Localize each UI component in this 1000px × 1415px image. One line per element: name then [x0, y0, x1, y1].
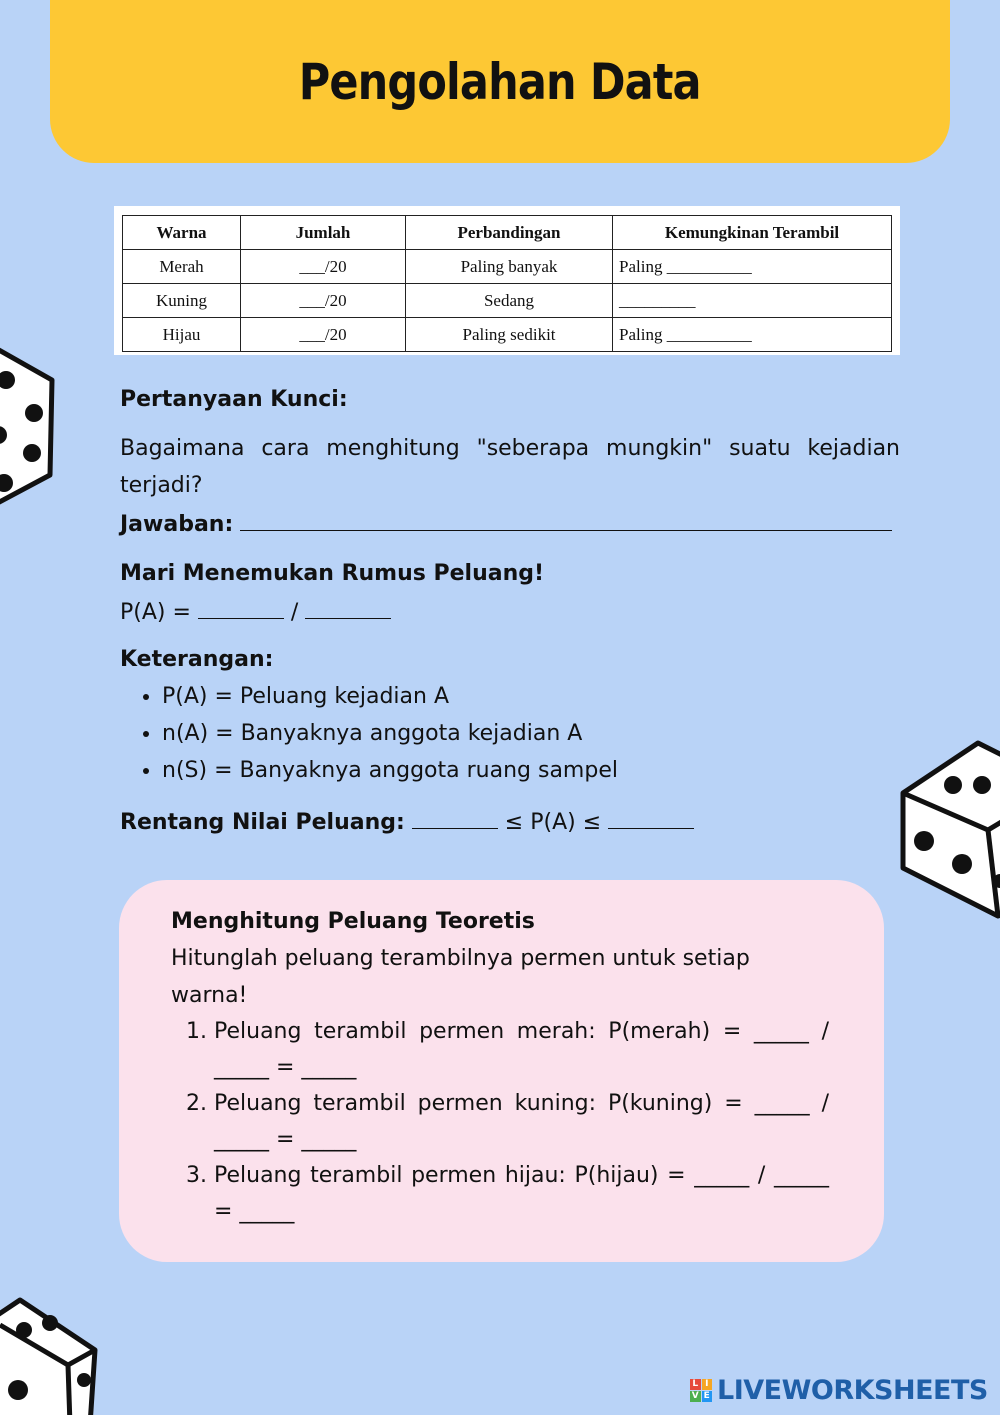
table-row	[123, 318, 892, 352]
answer-blank[interactable]	[240, 504, 892, 531]
column-header: Jumlah	[241, 216, 406, 250]
formula-section	[120, 555, 900, 631]
task-item: 2. Peluang terambil permen kuning: P(kuning) = _____ / _____ = _____	[214, 1086, 829, 1158]
task-item: 3. Peluang terambil permen hijau: P(hijau) = _____ / _____ = _____	[214, 1158, 829, 1230]
column-header: Warna	[123, 216, 241, 250]
cell-perbandingan: Paling sedikit	[406, 318, 613, 352]
cell-warna: Kuning	[123, 284, 241, 318]
answer-label: Jawaban:	[120, 512, 234, 537]
page-title: Pengolahan Data	[299, 52, 701, 111]
cell-jumlah[interactable]: ___/20	[241, 318, 406, 352]
dice-icon	[0, 1295, 105, 1415]
liveworksheets-brand	[690, 1373, 988, 1407]
cell-perbandingan: Sedang	[406, 284, 613, 318]
cell-kemungkinan[interactable]: Paling __________	[613, 318, 892, 352]
brand-text: LIVEWORKSHEETS	[717, 1374, 988, 1406]
key-question-text: Bagaimana cara menghitung "seberapa mungkin" suatu kejadian terjadi?	[120, 436, 900, 498]
liveworksheets-logo-icon: L I V E	[690, 1379, 712, 1401]
formula-prefix: P(A) =	[120, 600, 191, 625]
cell-jumlah[interactable]: ___/20	[241, 250, 406, 284]
cell-kemungkinan[interactable]: Paling __________	[613, 250, 892, 284]
range-label: Rentang Nilai Peluang:	[120, 810, 405, 835]
table-row	[123, 250, 892, 284]
table-header-row	[123, 216, 892, 250]
key-question-heading: Pertanyaan Kunci:	[120, 387, 348, 412]
notes-heading: Keterangan:	[120, 647, 274, 672]
task-item: 1. Peluang terambil permen merah: P(merah) = _____ / _____ = _____	[214, 1014, 829, 1086]
table-row	[123, 284, 892, 318]
formula-heading: Mari Menemukan Rumus Peluang!	[120, 561, 545, 586]
exercise-card	[119, 880, 884, 1262]
cell-warna: Hijau	[123, 318, 241, 352]
data-table-card	[114, 206, 900, 355]
cell-kemungkinan[interactable]: _________	[613, 284, 892, 318]
list-item: • n(S) = Banyaknya anggota ruang sampel	[162, 752, 900, 789]
dice-icon	[0, 335, 70, 515]
range-middle: ≤ P(A) ≤	[504, 810, 602, 835]
numerator-blank[interactable]	[198, 592, 284, 619]
list-item: • P(A) = Peluang kejadian A	[162, 678, 900, 715]
cell-jumlah[interactable]: ___/20	[241, 284, 406, 318]
task-list	[171, 1014, 829, 1230]
denominator-blank[interactable]	[305, 592, 391, 619]
cell-perbandingan: Paling banyak	[406, 250, 613, 284]
range-min-blank[interactable]	[412, 802, 498, 829]
answer-row	[120, 504, 900, 543]
formula-row	[120, 592, 900, 631]
list-item: • n(A) = Banyaknya anggota kejadian A	[162, 715, 900, 752]
column-header: Perbandingan	[406, 216, 613, 250]
notes-section	[120, 641, 900, 789]
card-instruction: Hitunglah peluang terambilnya permen untuk setiap warna!	[171, 946, 750, 1008]
range-max-blank[interactable]	[608, 802, 694, 829]
formula-separator: /	[290, 600, 299, 625]
card-title: Menghitung Peluang Teoretis	[171, 909, 535, 934]
dice-icon	[898, 738, 1000, 923]
key-question-section	[120, 381, 900, 543]
cell-warna: Merah	[123, 250, 241, 284]
column-header: Kemungkinan Terambil	[613, 216, 892, 250]
title-banner	[50, 0, 950, 163]
data-table	[122, 215, 892, 352]
range-section	[120, 802, 900, 841]
notes-list	[120, 678, 900, 789]
